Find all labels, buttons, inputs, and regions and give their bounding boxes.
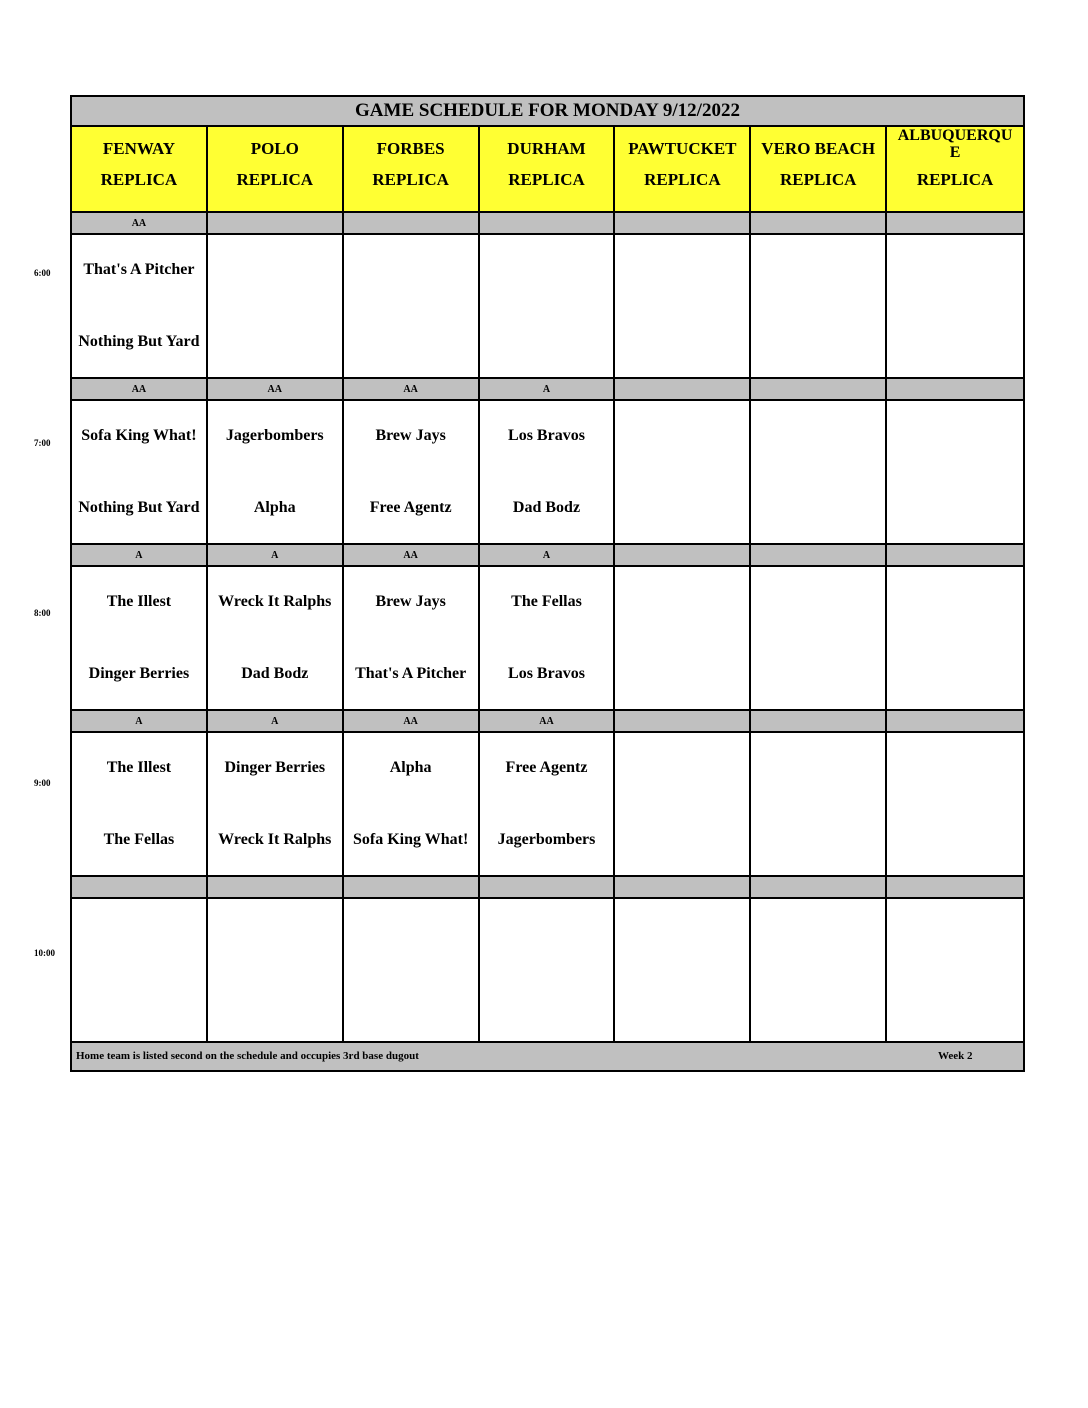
field-name: PAWTUCKET xyxy=(628,139,737,158)
game-cell xyxy=(208,899,344,1043)
division-cell xyxy=(887,877,1023,899)
game-cell xyxy=(615,401,751,545)
away-team: Free Agentz xyxy=(505,759,588,776)
game-cell xyxy=(344,899,480,1043)
time-label: 10:00 xyxy=(34,948,55,958)
game-cell xyxy=(480,401,616,545)
home-team: That's A Pitcher xyxy=(355,665,467,682)
away-team: Alpha xyxy=(389,759,432,776)
division-cell xyxy=(887,213,1023,235)
division-cell xyxy=(751,213,887,235)
division-cell xyxy=(615,213,751,235)
home-team: Wreck It Ralphs xyxy=(218,831,332,848)
game-cell xyxy=(72,733,208,877)
game-cell xyxy=(751,567,887,711)
home-team: Nothing But Yard xyxy=(78,499,200,516)
home-team: Jagerbombers xyxy=(497,831,596,848)
field-name: FORBES xyxy=(376,139,445,158)
field-type: REPLICA xyxy=(236,170,314,189)
schedule-title: GAME SCHEDULE FOR MONDAY 9/12/2022 xyxy=(72,97,1023,127)
time-label: 7:00 xyxy=(34,438,51,448)
game-cell xyxy=(480,733,616,877)
field-name: FENWAY xyxy=(102,139,175,158)
division-cell xyxy=(751,545,887,567)
home-team: Free Agentz xyxy=(369,499,452,516)
division-cell xyxy=(72,877,208,899)
division-cell xyxy=(208,213,344,235)
time-label: 9:00 xyxy=(34,778,51,788)
field-name: POLO xyxy=(250,139,299,158)
away-team: Sofa King What! xyxy=(81,427,197,444)
division-cell: AA xyxy=(344,711,480,733)
division-cell: A xyxy=(480,379,616,401)
game-cell xyxy=(751,401,887,545)
division-cell: AA xyxy=(72,213,208,235)
game-cell xyxy=(72,899,208,1043)
division-cell: A xyxy=(480,545,616,567)
home-team: Sofa King What! xyxy=(352,831,469,848)
away-team: Brew Jays xyxy=(375,593,446,610)
division-cell xyxy=(615,877,751,899)
division-cell xyxy=(887,545,1023,567)
division-cell xyxy=(751,877,887,899)
field-type: REPLICA xyxy=(644,170,721,189)
game-cell xyxy=(615,235,751,379)
game-cell xyxy=(887,401,1023,545)
away-team: Jagerbombers xyxy=(225,427,324,444)
division-cell: AA xyxy=(208,379,344,401)
time-label: 8:00 xyxy=(34,608,51,618)
division-cell xyxy=(887,379,1023,401)
week-label: Week 2 xyxy=(938,1050,973,1062)
home-team: Dinger Berries xyxy=(88,665,190,682)
game-cell xyxy=(480,235,616,379)
game-cell xyxy=(887,733,1023,877)
home-team: Nothing But Yard xyxy=(78,333,200,350)
field-name: DURHAM xyxy=(507,139,586,158)
away-team: That's A Pitcher xyxy=(83,261,195,278)
game-cell xyxy=(208,401,344,545)
home-team: Dad Bodz xyxy=(241,665,309,682)
division-cell xyxy=(344,877,480,899)
game-cell xyxy=(751,899,887,1043)
game-cell xyxy=(344,235,480,379)
division-cell: AA xyxy=(480,711,616,733)
division-cell xyxy=(615,711,751,733)
home-team: Alpha xyxy=(253,499,296,516)
division-cell: A xyxy=(72,545,208,567)
division-cell xyxy=(615,379,751,401)
field-name: ALBUQUERQU E xyxy=(897,127,1013,161)
game-cell xyxy=(887,567,1023,711)
away-team: Dinger Berries xyxy=(224,759,326,776)
division-cell xyxy=(480,877,616,899)
schedule-grid xyxy=(72,127,1023,1043)
game-cell xyxy=(615,899,751,1043)
away-team: The Illest xyxy=(106,593,172,610)
field-header xyxy=(208,127,344,213)
field-header xyxy=(615,127,751,213)
home-team: Dad Bodz xyxy=(512,499,581,516)
schedule-sheet xyxy=(70,95,1025,1072)
home-team: Los Bravos xyxy=(508,665,585,682)
game-cell xyxy=(751,733,887,877)
game-cell xyxy=(615,733,751,877)
division-cell: A xyxy=(208,711,344,733)
division-cell: A xyxy=(72,711,208,733)
game-cell xyxy=(344,733,480,877)
field-header xyxy=(480,127,616,213)
game-cell xyxy=(72,235,208,379)
away-team: Wreck It Ralphs xyxy=(218,593,332,610)
game-cell xyxy=(208,567,344,711)
away-team: The Fellas xyxy=(511,593,582,610)
field-name: VERO BEACH xyxy=(761,139,876,158)
game-cell xyxy=(344,567,480,711)
field-header xyxy=(344,127,480,213)
division-cell: AA xyxy=(344,379,480,401)
game-cell xyxy=(72,567,208,711)
game-cell xyxy=(208,235,344,379)
field-type: REPLICA xyxy=(372,170,449,189)
division-cell xyxy=(208,877,344,899)
field-header xyxy=(72,127,208,213)
game-cell xyxy=(480,567,616,711)
game-cell xyxy=(344,401,480,545)
game-cell xyxy=(615,567,751,711)
division-cell xyxy=(480,213,616,235)
field-header xyxy=(751,127,887,213)
time-label: 6:00 xyxy=(34,268,51,278)
division-cell xyxy=(344,213,480,235)
division-cell xyxy=(751,711,887,733)
division-cell: AA xyxy=(344,545,480,567)
field-type: REPLICA xyxy=(100,170,178,189)
field-type: REPLICA xyxy=(508,170,585,189)
game-cell xyxy=(751,235,887,379)
division-cell xyxy=(615,545,751,567)
home-team: The Fellas xyxy=(103,831,175,848)
away-team: Los Bravos xyxy=(508,427,585,444)
field-type: REPLICA xyxy=(916,170,994,189)
schedule-footer xyxy=(72,1043,1023,1070)
division-cell xyxy=(751,379,887,401)
division-cell: A xyxy=(208,545,344,567)
field-type: REPLICA xyxy=(779,170,857,189)
away-team: Brew Jays xyxy=(375,427,446,444)
game-cell xyxy=(208,733,344,877)
game-cell xyxy=(887,235,1023,379)
division-cell: AA xyxy=(72,379,208,401)
game-cell xyxy=(480,899,616,1043)
field-header xyxy=(887,127,1023,213)
away-team: The Illest xyxy=(106,759,172,776)
game-cell xyxy=(72,401,208,545)
home-team-note: Home team is listed second on the schedule and occupies 3rd base dugout xyxy=(76,1050,419,1062)
game-cell xyxy=(887,899,1023,1043)
division-cell xyxy=(887,711,1023,733)
